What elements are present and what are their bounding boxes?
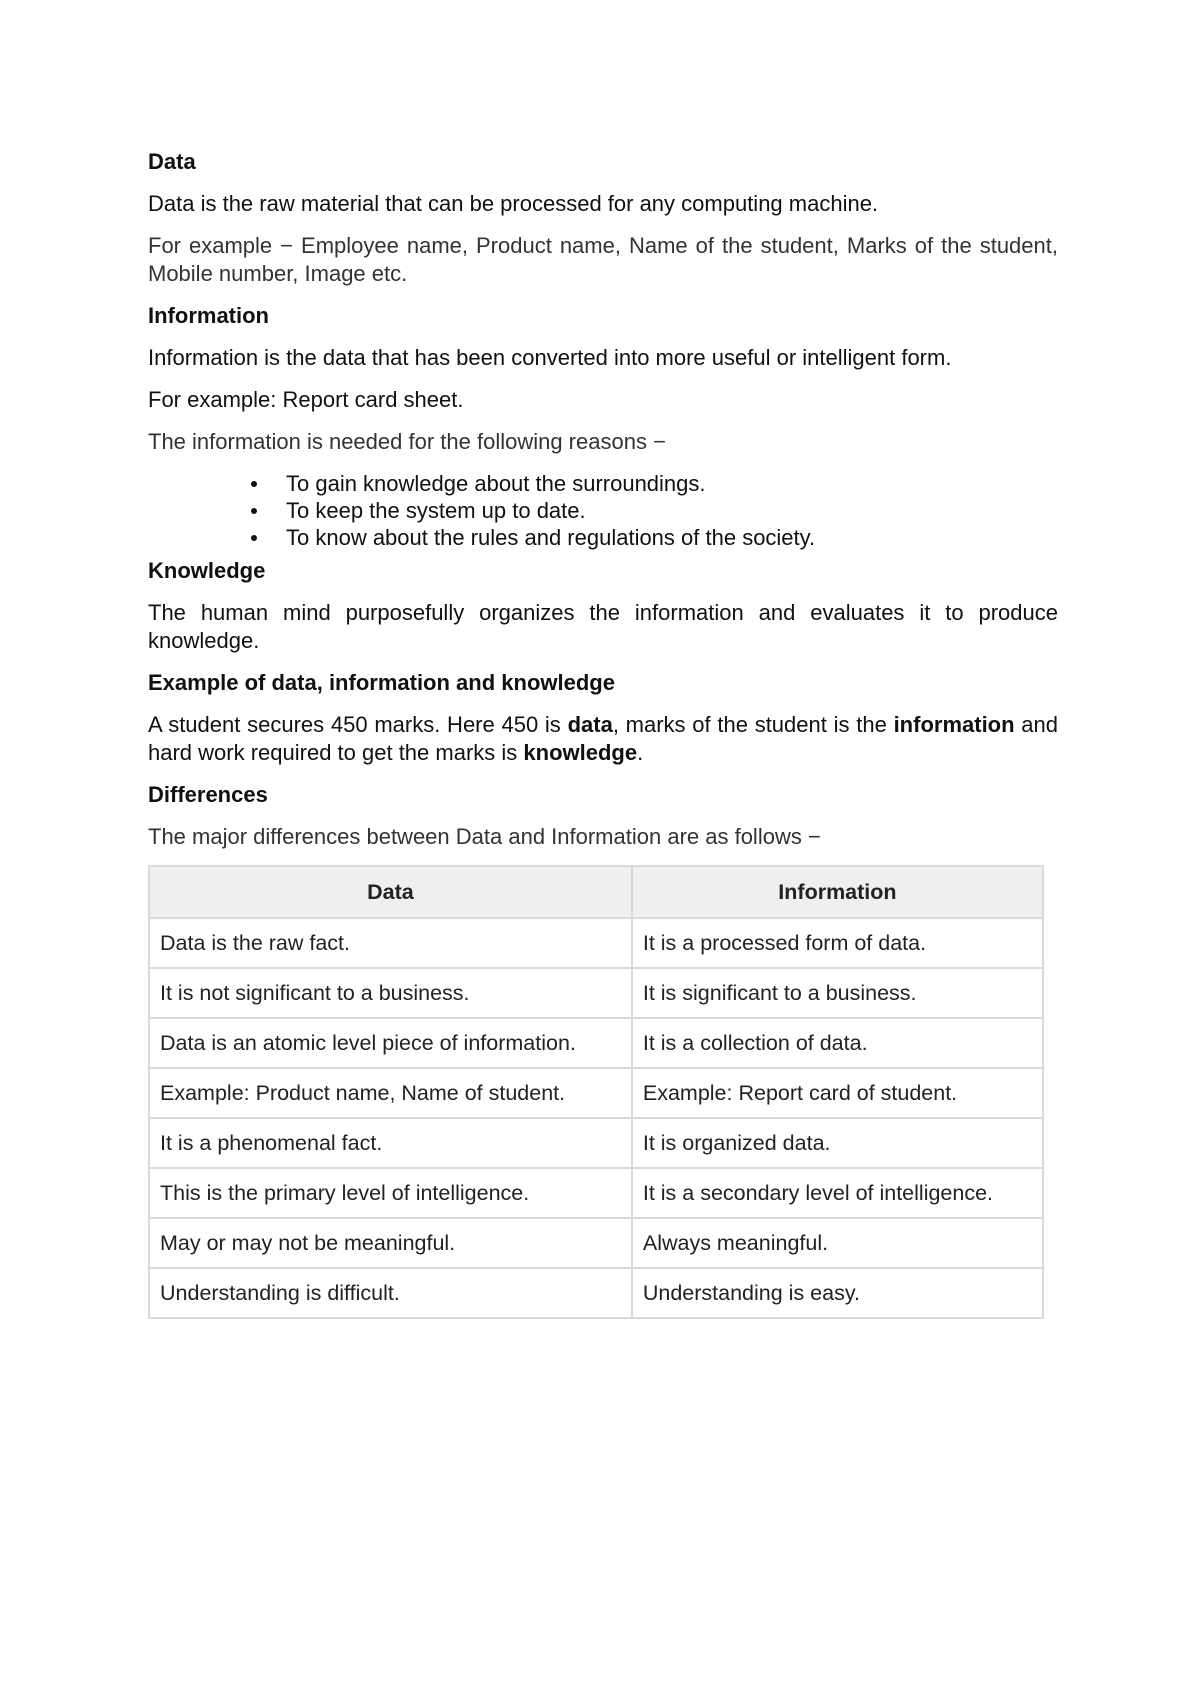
table-row bbox=[149, 1168, 1043, 1218]
reason-text: To know about the rules and regulations of the society. bbox=[286, 525, 816, 550]
table-cell-data: This is the primary level of intelligence. bbox=[149, 1168, 632, 1218]
bullet-icon bbox=[251, 481, 257, 487]
table-cell-information: It is a secondary level of intelligence. bbox=[632, 1168, 1043, 1218]
data-heading: Data bbox=[148, 149, 196, 174]
example-term-knowledge: knowledge bbox=[523, 740, 638, 765]
example-text-part: and hard work required to get the marks is bbox=[148, 712, 1059, 765]
table-cell-data: Understanding is difficult. bbox=[149, 1268, 632, 1318]
table-cell-information: It is significant to a business. bbox=[632, 968, 1043, 1018]
table-row bbox=[149, 1118, 1043, 1168]
differences-heading: Differences bbox=[148, 782, 268, 807]
table-cell-information: Example: Report card of student. bbox=[632, 1068, 1043, 1118]
table-cell-information: It is a processed form of data. bbox=[632, 918, 1043, 968]
list-item bbox=[286, 524, 1058, 551]
document-page bbox=[148, 148, 1058, 1319]
table-cell-data: Data is an atomic level piece of information. bbox=[149, 1018, 632, 1068]
table-cell-data: May or may not be meaningful. bbox=[149, 1218, 632, 1268]
example-text-part: . bbox=[637, 740, 644, 765]
table-cell-information: Understanding is easy. bbox=[632, 1268, 1043, 1318]
bullet-icon bbox=[251, 535, 257, 541]
reason-text: To keep the system up to date. bbox=[286, 498, 586, 523]
table-cell-information: Always meaningful. bbox=[632, 1218, 1043, 1268]
data-example: For example − Employee name, Product name, Name of the student, Marks of the student, Mobile number, Image etc. bbox=[148, 233, 1058, 286]
reasons-intro: The information is needed for the following reasons − bbox=[148, 429, 666, 454]
knowledge-heading: Knowledge bbox=[148, 558, 266, 583]
bullet-icon bbox=[251, 508, 257, 514]
table-row bbox=[149, 968, 1043, 1018]
table-cell-information: It is organized data. bbox=[632, 1118, 1043, 1168]
reason-text: To gain knowledge about the surroundings. bbox=[286, 471, 706, 496]
table-cell-data: It is not significant to a business. bbox=[149, 968, 632, 1018]
table-row bbox=[149, 1018, 1043, 1068]
information-definition: Information is the data that has been converted into more useful or intelligent form. bbox=[148, 345, 952, 370]
table-row bbox=[149, 1268, 1043, 1318]
table-cell-data: Example: Product name, Name of student. bbox=[149, 1068, 632, 1118]
knowledge-definition: The human mind purposefully organizes the information and evaluates it to produce knowledge. bbox=[148, 600, 1058, 653]
list-item bbox=[286, 497, 1058, 524]
example-term-data: data bbox=[567, 712, 613, 737]
example-text bbox=[148, 711, 1058, 767]
list-item bbox=[286, 470, 1058, 497]
example-term-information: information bbox=[893, 712, 1015, 737]
data-definition: Data is the raw material that can be processed for any computing machine. bbox=[148, 191, 879, 216]
example-text-part: , marks of the student is the bbox=[612, 712, 894, 737]
table-row bbox=[149, 1068, 1043, 1118]
example-heading: Example of data, information and knowledge bbox=[148, 670, 615, 695]
table-row bbox=[149, 918, 1043, 968]
table-cell-data: It is a phenomenal fact. bbox=[149, 1118, 632, 1168]
example-text-part: A student secures 450 marks. Here 450 is bbox=[148, 712, 568, 737]
differences-table bbox=[148, 865, 1044, 1319]
information-heading: Information bbox=[148, 303, 269, 328]
column-header-data: Data bbox=[149, 866, 632, 918]
information-example: For example: Report card sheet. bbox=[148, 387, 464, 412]
differences-intro: The major differences between Data and Information are as follows − bbox=[148, 824, 821, 849]
table-cell-information: It is a collection of data. bbox=[632, 1018, 1043, 1068]
reasons-list bbox=[148, 470, 1058, 551]
table-row bbox=[149, 1218, 1043, 1268]
column-header-information: Information bbox=[632, 866, 1043, 918]
table-cell-data: Data is the raw fact. bbox=[149, 918, 632, 968]
table-header-row bbox=[149, 866, 1043, 918]
